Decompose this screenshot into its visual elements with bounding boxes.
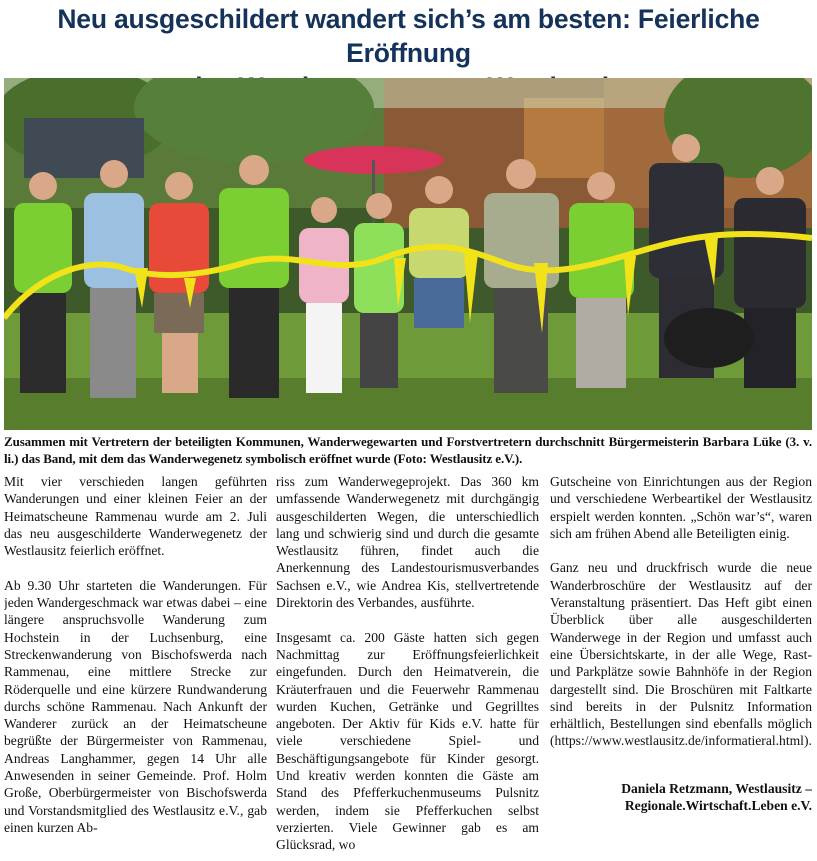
paragraph: Ab 9.30 Uhr starteten die Wanderungen. Für jeden Wandergeschmack war etwas dabei – eine längere anspruchsvolle Wanderung zum Hochstein in der Luchsenburg, eine Streckenwanderung von Bischofswerda nach Rammenau, eine mittlere Strecke zur Röderquelle und eine kürzere Rundwanderung durchs schöne Rammenau. Nach Ankunft der Wanderer zurück an der Heimatscheune begrüßte der Bürgermeister von Rammenau, Andreas Langhammer, gegen 14 Uhr alle Anwesenden in seiner Gemeinde. Prof. Holm Große, Oberbürgermeister von Bischofswerda und Vorstandsmitglied des Westlausitz e.V., gab einen kurzen Ab- (4, 577, 267, 835)
text-column-2 (276, 473, 539, 861)
headline-line-1: Neu ausgeschildert wandert sich’s am besten: Feierliche Eröffnung (57, 4, 760, 68)
paragraph: Mit vier verschieden langen geführten Wanderungen und einer kleinen Feier an der Heimatscheune Rammenau wurde am 2. Juli das neu ausgeschilderte Wanderwegenetz der Westlausitz feierlich eröffnet. (4, 474, 267, 559)
paragraph: Gutscheine von Einrichtungen aus der Region und verschiedene Werbeartikel der Westlausitz erspielt werden konnten. „Schön war’s“, waren sich am frühen Abend alle Beteiligten einig. (550, 474, 812, 541)
paragraph: Ganz neu und druckfrisch wurde die neue Wanderbroschüre der Westlausitz auf der Veranstaltung präsentiert. Das Heft gibt einen Überblick über alle ausgeschilderten Wanderwege in der Region und umfasst auch eine Übersichtskarte, in der alle Wege, Rast- und Parkplätze sowie Bahnhöfe in der Region dargestellt sind. Die Broschüren mit Faltkarte sind bereits in der Pulsnitz Information erhältlich, Bestellungen sind ebenfalls möglich (https://www.westlausitz.de/informatieral.html). (550, 560, 812, 749)
text-column-1 (4, 473, 267, 861)
paragraph: riss zum Wanderwegeprojekt. Das 360 km umfassende Wanderwegenetz mit durchgängig ausgeschilderten Wegen, die unterschiedlich lang und schwierig sind und durch die gesamte Westlausitz führen, findet auch die Anerkennung des Landestourismusverbandes Sachsen e.V., wie Andrea Kis, stellvertretende Direktorin des Verbandes, ausführte. (276, 474, 539, 611)
author-line-2: Regionale.Wirtschaft.Leben e.V. (624, 798, 812, 814)
paragraph: Insgesamt ca. 200 Gäste hatten sich gegen Nachmittag zur Eröffnungsfeierlichkeit eingefunden. Durch den Heimatverein, die Kräuterfrauen und die Feuerwehr Rammenau wurden Kuchen, Getränke und Gegrilltes angeboten. Der Aktiv für Kids e.V. hatte für viele verschiedene Spiel- und Beschäftigungsangebote für Kinder gesorgt. Und kreativ werden konnten die Gäste am Stand des Pfefferkuchenmuseums Pulsnitz werden, indem sie Pfefferkuchen selbst verzierten. Viele Gewinner gab es am Glücksrad, wo (276, 629, 539, 853)
author-line-1: Daniela Retzmann, Westlausitz – (621, 780, 812, 796)
text-column-3 (550, 473, 812, 861)
author-credit (550, 780, 812, 815)
photo-caption: Zusammen mit Vertretern der beteiligten Kommunen, Wanderwegewarten und Forstvertretern durchschnitt Bürgermeisterin Barbara Lüke (3. v. li.) das Band, mit dem das Wanderwegenetz symbolisch eröffnet wurde (Foto: Westlausitz e.V.). (4, 434, 812, 466)
group-photo (4, 78, 812, 430)
